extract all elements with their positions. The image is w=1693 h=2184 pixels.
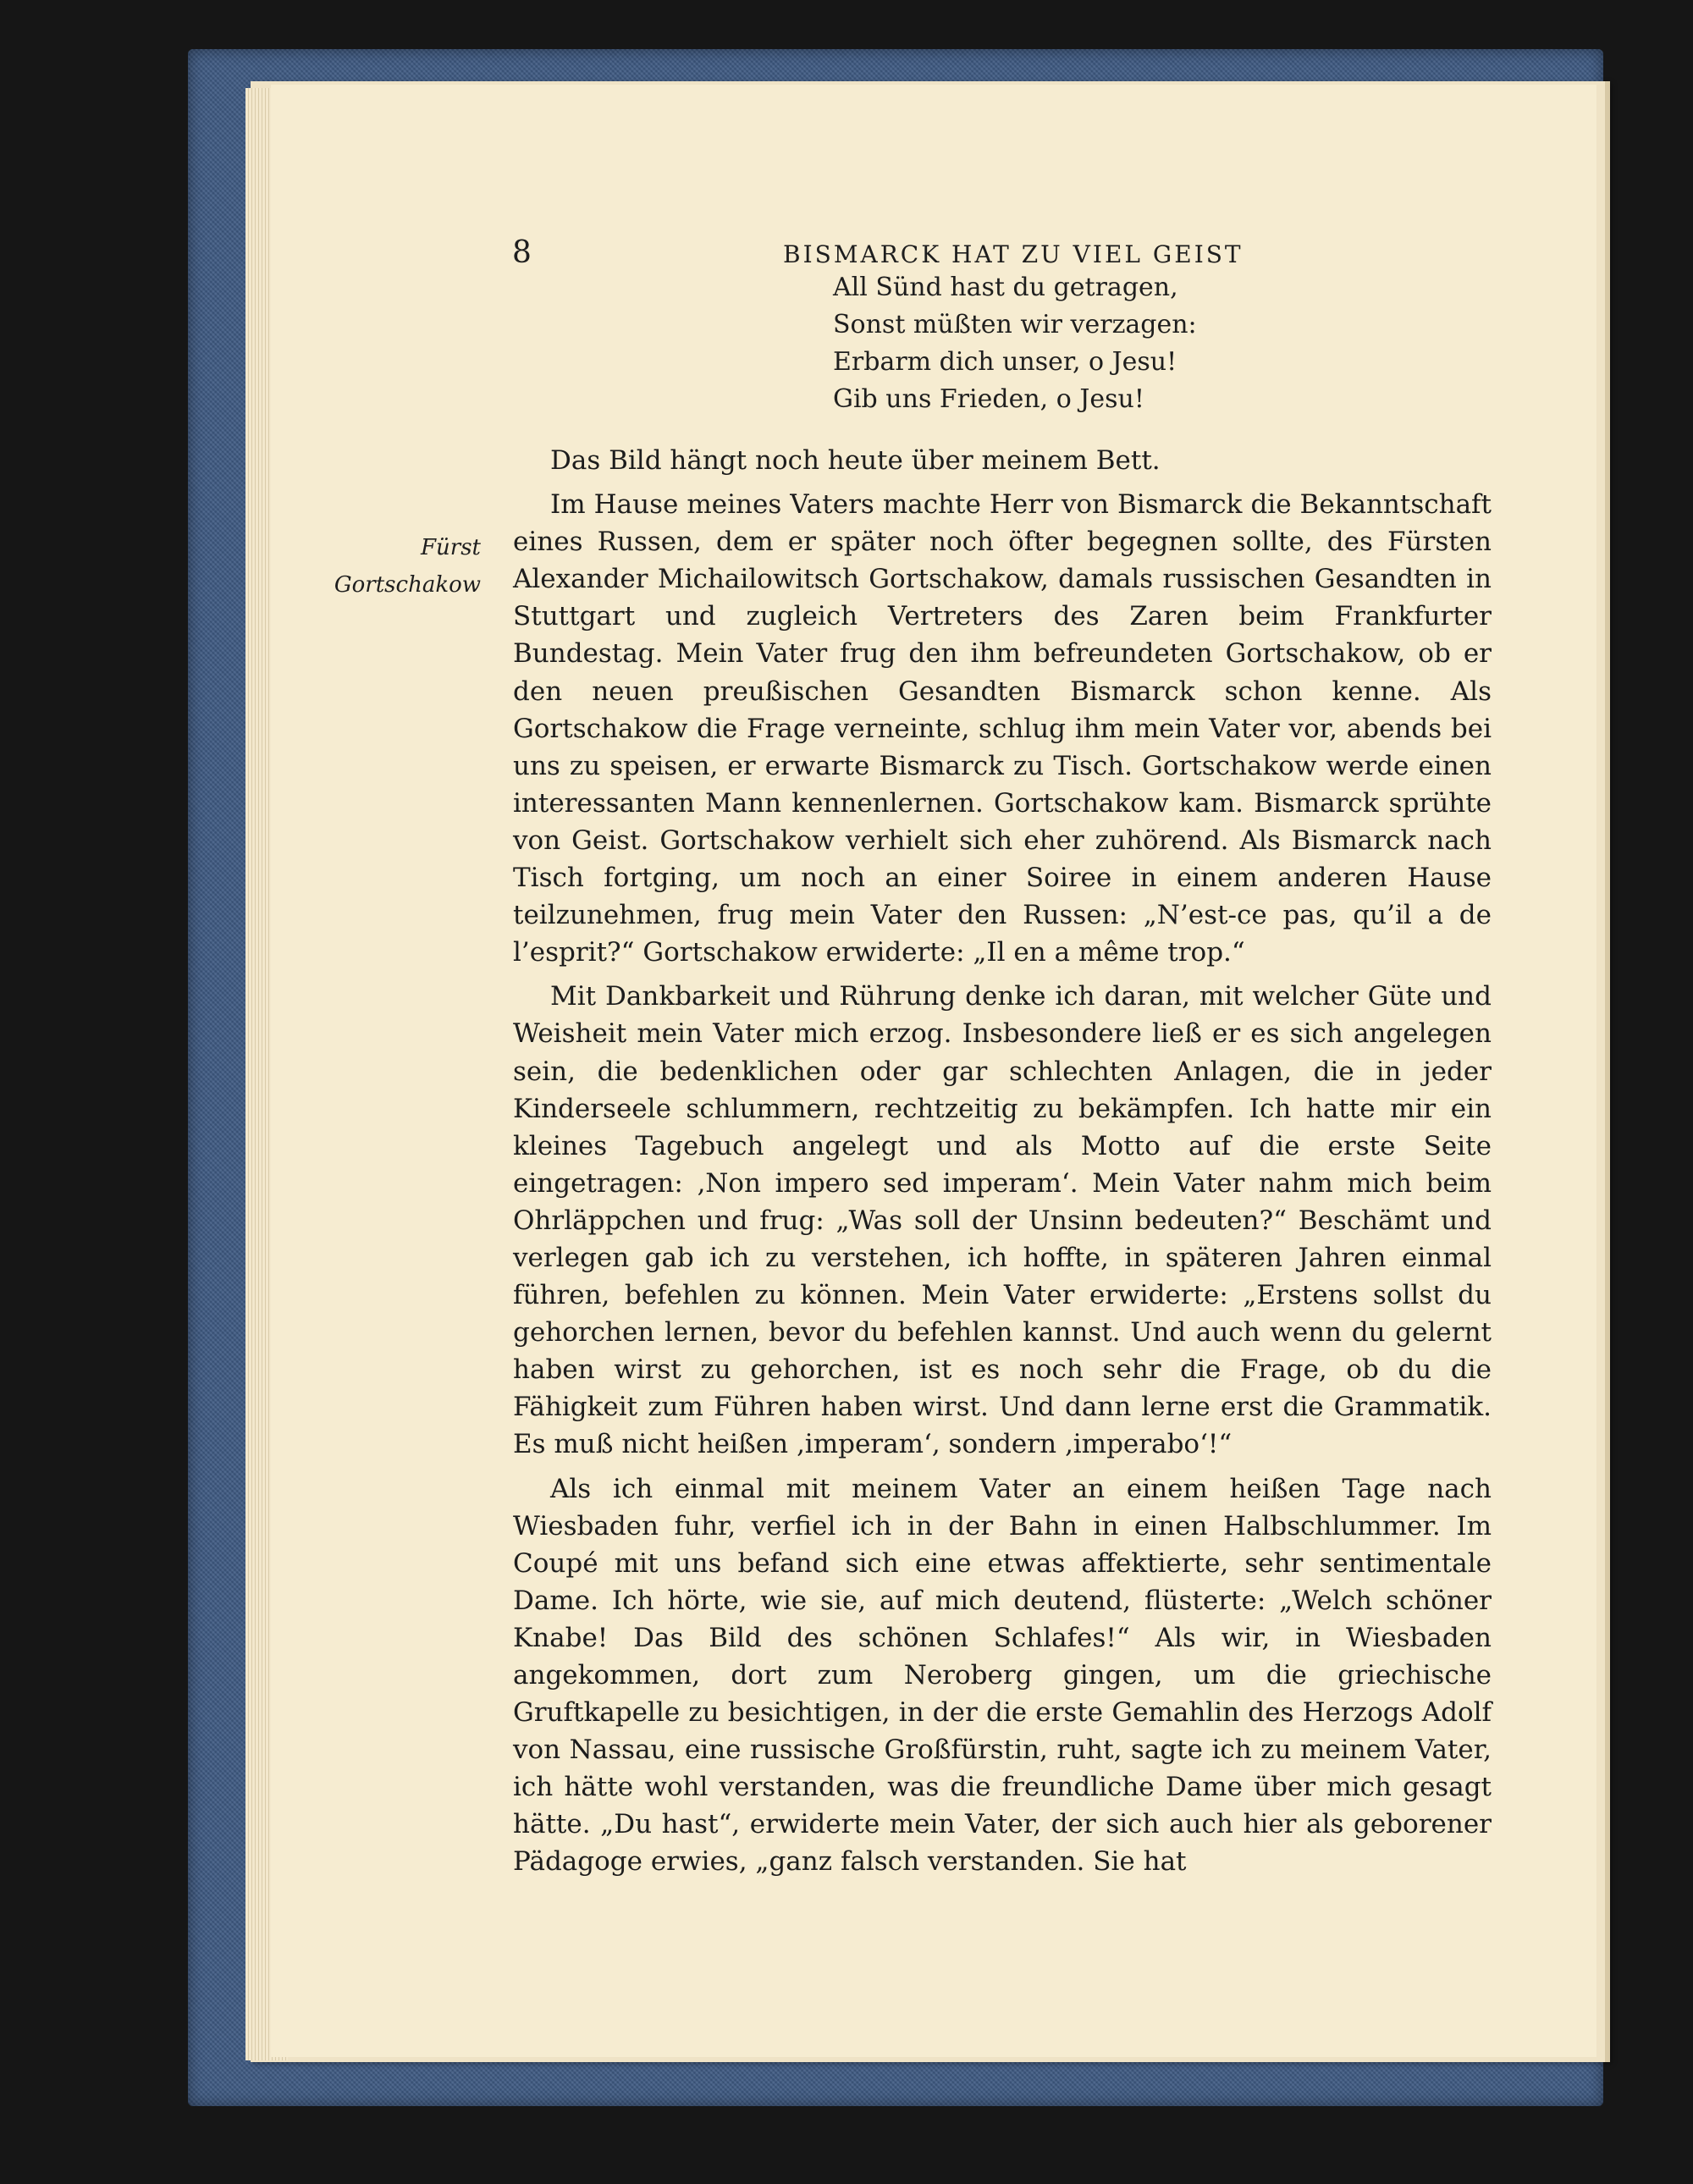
body-text xyxy=(513,442,1492,1881)
paragraph: Im Hause meines Vaters machte Herr von Bismarck die Bekanntschaft eines Russen, dem er später noch öfter begegnen sollte, des Fürsten Alexander Michailowitsch Gortschakow, damals russischen Gesandten in Stuttgart und zugleich Vertreters des Zaren beim Frankfurter Bundestag. Mein Vater frug den ihm befreundeten Gortschakow, ob er den neuen preußischen Gesandten Bismarck schon kenne. Als Gortschakow die Frage verneinte, schlug ihm mein Vater vor, abends bei uns zu speisen, er erwarte Bismarck zu Tisch. Gortschakow werde einen interessanten Mann kennenlernen. Gortschakow kam. Bismarck sprühte von Geist. Gortschakow verhielt sich eher zuhörend. Als Bismarck nach Tisch fortging, um noch an einer Soiree in einem anderen Hause teilzunehmen, frug mein Vater den Russen: „N’est-ce pas, qu’il a de l’esprit?“ Gortschakow erwiderte: „Il en a même trop.“ xyxy=(513,489,1492,968)
paragraph: Als ich einmal mit meinem Vater an einem heißen Tage nach Wiesbaden fuhr, verfiel ich in der Bahn in einen Halbschlummer. Im Coupé mit uns befand sich eine etwas affektierte, sehr sentimentale Dame. Ich hörte, wie sie, auf mich deutend, flüsterte: „Welch schöner Knabe! Das Bild des schönen Schlafes!“ Als wir, in Wiesbaden angekommen, dort zum Neroberg gingen, um die griechische Gruftkapelle zu besichtigen, in der die erste Gemahlin des Herzogs Adolf von Nassau, eine russische Großfürstin, ruht, sagte ich zu meinem Vater, ich hätte wohl verstanden, was die freundliche Dame über mich gesagt hätte. „Du hast“, erwiderte mein Vater, der sich auch hier als geborener Pädagoge erwies, „ganz falsch verstanden. Sie hat xyxy=(513,1473,1492,1878)
hymn-verse xyxy=(833,269,1256,418)
verse-line: Gib uns Frieden, o Jesu! xyxy=(833,384,1144,414)
paragraph: Mit Dankbarkeit und Rührung denke ich daran, mit welcher Güte und Weisheit mein Vater mich erzog. Insbesondere ließ er es sich angelegen sein, die bedenklichen oder gar schlechten Anlagen, die in jeder Kinderseele schlummern, rechtzeitig zu bekämpfen. Ich hatte mir ein kleines Tagebuch angelegt und als Motto auf die erste Seite eingetragen: ‚Non impero sed imperam‘. Mein Vater nahm mich beim Ohrläppchen und frug: „Was soll der Unsinn bedeuten?“ Beschämt und verlegen gab ich zu verstehen, ich hoffte, in späteren Jahren einmal führen, befehlen zu können. Mein Vater erwiderte: „Erstens sollst du gehorchen lernen, bevor du befehlen kannst. Und auch wenn du gelernt haben wirst zu gehorchen, ist es noch sehr die Frage, ob du die Fähigkeit zum Führen haben wirst. Und dann lerne erst die Grammatik. Es muß nicht heißen ‚imperam‘, sondern ‚imperabo‘!“ xyxy=(513,981,1492,1460)
margin-note-title: Fürst xyxy=(420,535,481,560)
verse-line: Erbarm dich unser, o Jesu! xyxy=(833,347,1177,377)
page-number: 8 xyxy=(512,235,532,270)
book-page xyxy=(271,85,1596,2057)
running-title: BISMARCK HAT ZU VIEL GEIST xyxy=(783,240,1244,268)
margin-note-name: Gortschakow xyxy=(334,572,481,598)
verse-line: All Sünd hast du getragen, xyxy=(833,273,1178,302)
verse-line: Sonst müßten wir verzagen: xyxy=(833,310,1197,339)
paragraph: Das Bild hängt noch heute über meinem Bett. xyxy=(550,445,1161,476)
